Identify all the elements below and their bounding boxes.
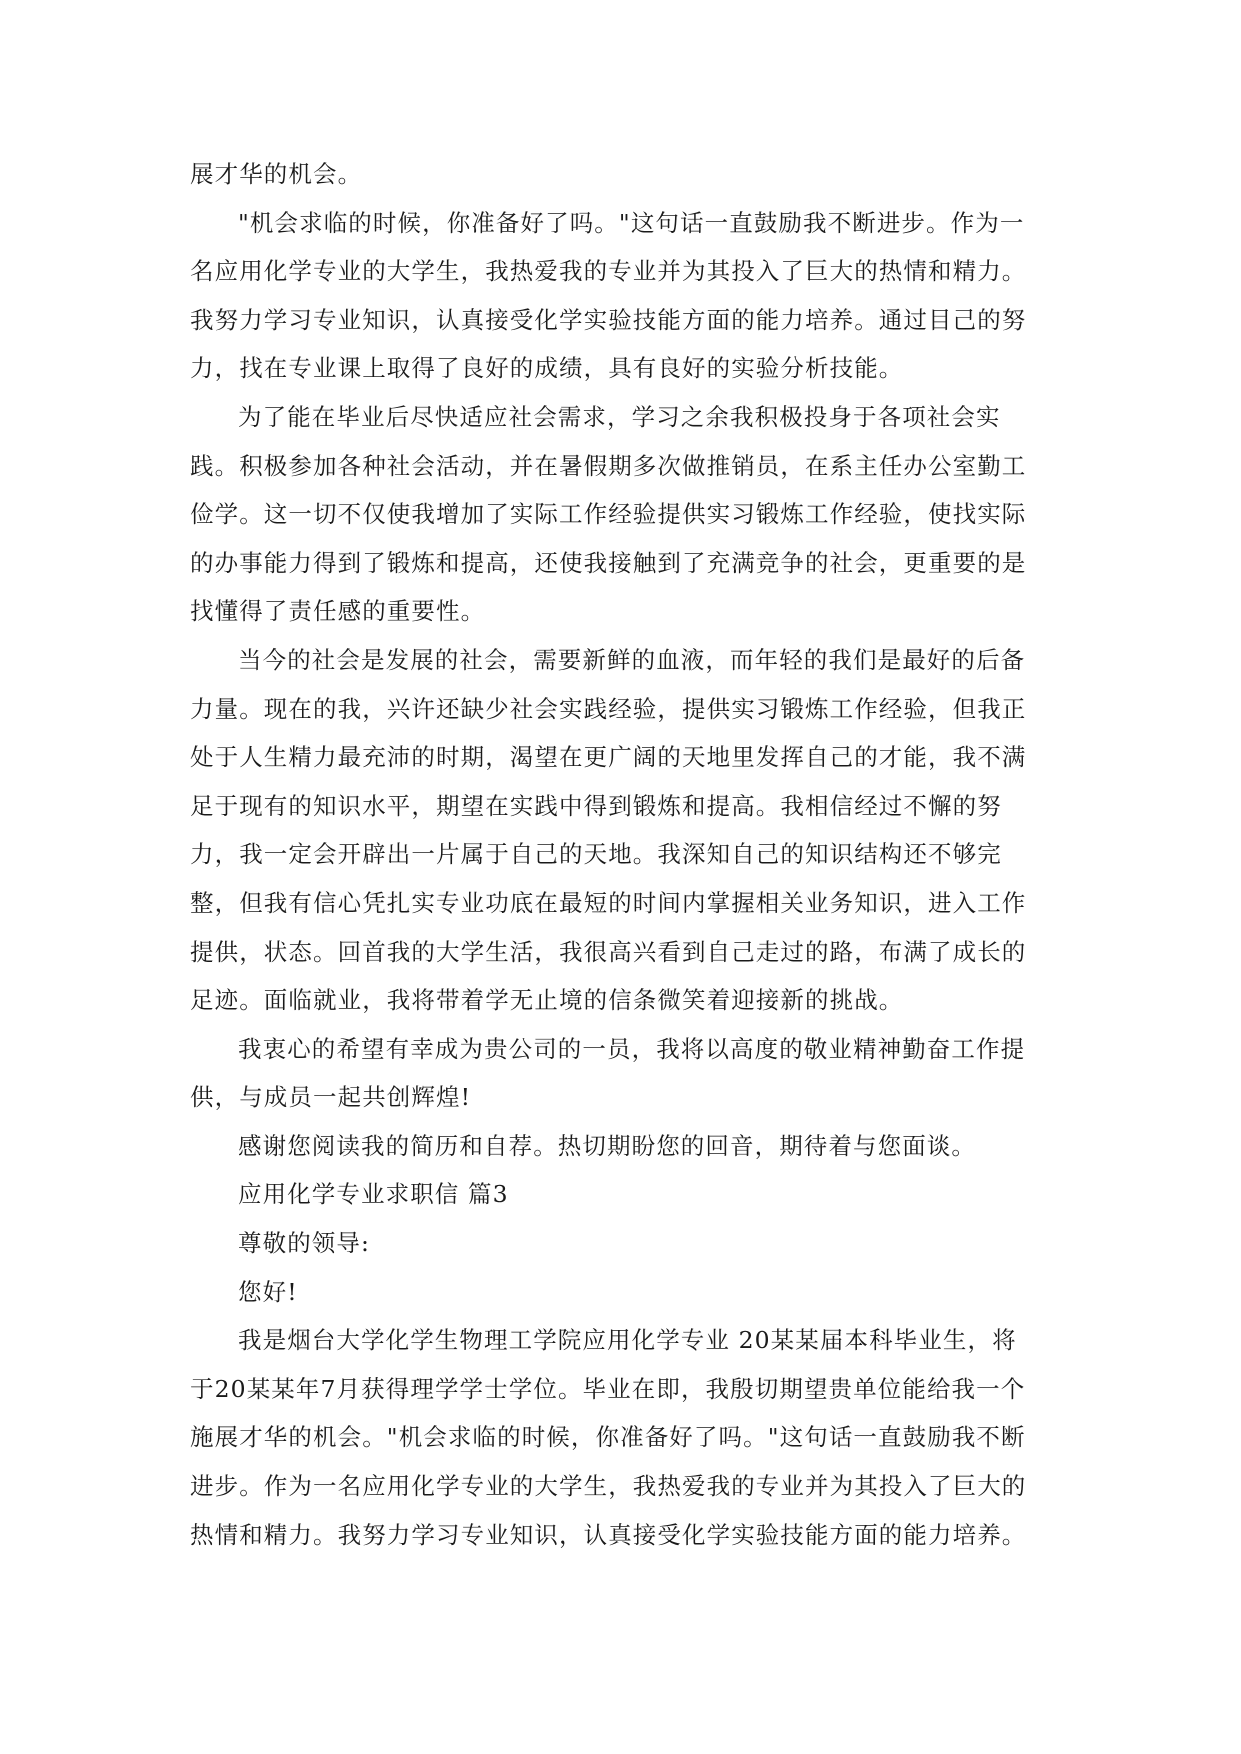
text-line: 供，与成员一起共创辉煌! (190, 1083, 472, 1112)
text-line: 足于现有的知识水平，期望在实践中得到锻炼和提高。我相信经过不懈的努 (190, 791, 1002, 820)
text-line: 我是烟台大学化学生物理工学院应用化学专业 20某某届本科毕业生，将 (238, 1326, 1017, 1355)
text-line: 名应用化学专业的大学生，我热爱我的专业并为其投入了巨大的热情和精力。 (190, 257, 1027, 286)
section-heading: 应用化学专业求职信 篇3 (238, 1180, 509, 1209)
text-line: 力量。现在的我，兴许还缺少社会实践经验，提供实习锻炼工作经验，但我正 (190, 694, 1027, 723)
text-line: 的办事能力得到了锻炼和提高，还使我接触到了充满竞争的社会，更重要的是 (190, 548, 1027, 577)
text-line: 我衷心的希望有幸成为贵公司的一员，我将以高度的敬业精神勤奋工作提 (238, 1034, 1026, 1063)
text-line: 于20某某年7月获得理学学士学位。毕业在即，我殷切期望贵单位能给我一个 (190, 1374, 1026, 1403)
text-line: 为了能在毕业后尽快适应社会需求，学习之余我积极投身于各项社会实 (238, 402, 1001, 431)
text-line: 找懂得了责任感的重要性。 (190, 597, 486, 626)
salutation: 尊敬的领导: (238, 1229, 371, 1258)
text-line: 展才华的机会。 (190, 160, 363, 188)
text-line: 处于人生精力最充沛的时期，渴望在更广阔的天地里发挥自己的才能，我不满 (190, 743, 1027, 772)
text-line: 力，我一定会开辟出一片属于自己的天地。我深知自己的知识结构还不够完 (190, 840, 1002, 869)
text-line: 足迹。面临就业，我将带着学无止境的信条微笑着迎接新的挑战。 (190, 986, 904, 1015)
text-line: 整，但我有信心凭扎实专业功底在最短的时间内掌握相关业务知识，进入工作 (190, 888, 1027, 917)
body-text (190, 150, 1050, 1559)
text-line: 我努力学习专业知识，认真接受化学实验技能方面的能力培养。通过目己的努 (190, 305, 1027, 334)
text-line: "机会求临的时候，你准备好了吗。"这句话一直鼓励我不断进步。作为一 (238, 208, 1025, 237)
text-line: 力，找在专业课上取得了良好的成绩，具有良好的实验分析技能。 (190, 354, 904, 383)
text-line: 当今的社会是发展的社会，需要新鲜的血液，而年轻的我们是最好的后备 (238, 645, 1026, 674)
text-line: 践。积极参加各种社会活动，并在暑假期多次做推销员，在系主任办公室勤工 (190, 451, 1027, 480)
text-line: 进步。作为一名应用化学专业的大学生，我热爱我的专业并为其投入了巨大的 (190, 1472, 1027, 1501)
text-line: 提供，状态。回首我的大学生活，我很高兴看到自己走过的路，布满了成长的 (190, 937, 1027, 966)
text-line: 热情和精力。我努力学习专业知识，认真接受化学实验技能方面的能力培养。 (190, 1520, 1027, 1549)
greeting: 您好! (238, 1277, 298, 1306)
text-line: 施展才华的机会。"机会求临的时候，你准备好了吗。"这句话一直鼓励我不断 (190, 1423, 1026, 1452)
text-line: 俭学。这一切不仅使我增加了实际工作经验提供实习锻炼工作经验，使找实际 (190, 500, 1027, 529)
text-line: 感谢您阅读我的简历和自荐。热切期盼您的回音，期待着与您面谈。 (238, 1131, 976, 1160)
